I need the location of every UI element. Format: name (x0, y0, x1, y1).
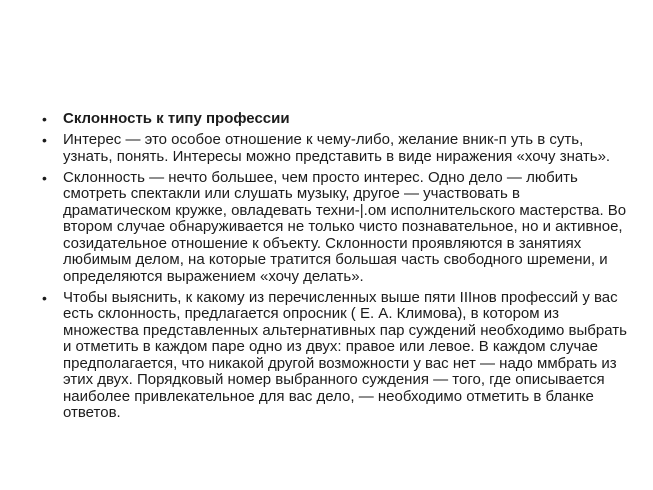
bullet-item (40, 132, 630, 165)
bullet-item (40, 290, 630, 422)
bullet-text: Склонность — нечто большее, чем просто интерес. Одно дело — любить смотреть спектакли или слушать музыку, другое — участвовать в драматическом кружке, овладевать техни-|.ом исполнительского мастерства. Во втором случае обнаруживается не только чисто познавательное, но и активное, созидательное отношение к объекту. Склонности проявляются в занятиях любимым делом, на которые тратится большая часть свободного шремени, и определяются выражением «хочу делать». (63, 168, 627, 285)
bullet-text: Чтобы выяснить, к какому из перечисленных выше пяти IIIнов профессий у вас есть склонность, предлагается опросник ( Е. А. Климова), в котором из множества представленных альтернативных пар суждений необходимо выбрать и отметить в каждом паре одно из двух: правое или левое. В каждом случае предполагается, что никакой другой возможности у вас нет — надо ммбрать из этих двух. Порядковый номер выбранного суждения — того, где описывается наиболее привлекательное для вас дело, — необходимо отметить в бланке ответов. (63, 288, 627, 421)
bullet-text: Интерес — это особое отношение к чему-либо, желание вник-п уть в суть, узнать, понять. Интересы можно представить в виде ниражения «хочу знать». (63, 131, 611, 165)
bullet-list (40, 111, 630, 426)
bullet-text: Склонность к типу профессии (63, 110, 290, 127)
bullet-item (40, 170, 630, 286)
bullet-item (40, 111, 630, 128)
